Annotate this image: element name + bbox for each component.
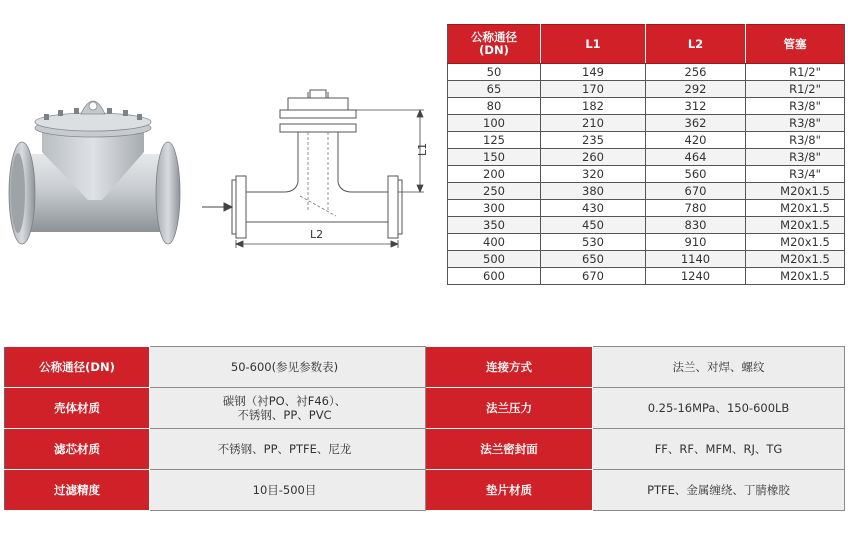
spec-value: 10目-500目	[150, 470, 426, 511]
table-cell: 830	[646, 217, 746, 234]
table-cell: 50	[448, 64, 541, 81]
table-cell: 100	[448, 115, 541, 132]
table-cell: 500	[448, 251, 541, 268]
table-cell: M20x1.5	[746, 200, 845, 217]
spec-label: 法兰压力	[426, 388, 593, 429]
table-cell: 125	[448, 132, 541, 149]
table-cell: 380	[541, 183, 646, 200]
table-cell: 530	[541, 234, 646, 251]
spec-label: 滤芯材质	[5, 429, 150, 470]
table-cell: 420	[646, 132, 746, 149]
spec-label: 壳体材质	[5, 388, 150, 429]
table-cell: 80	[448, 98, 541, 115]
table-cell: 320	[541, 166, 646, 183]
table-cell: 350	[448, 217, 541, 234]
spec-row	[5, 470, 845, 511]
table-cell: 780	[646, 200, 746, 217]
table-row	[448, 98, 845, 115]
table-cell: M20x1.5	[746, 217, 845, 234]
table-cell: R1/2"	[746, 64, 845, 81]
table-cell: R3/8"	[746, 132, 845, 149]
l2-dimension-label: L2	[310, 228, 324, 241]
table-cell: R3/8"	[746, 149, 845, 166]
table-cell: 400	[448, 234, 541, 251]
spec-label: 过滤精度	[5, 470, 150, 511]
table-cell: 650	[541, 251, 646, 268]
table-cell: 1240	[646, 268, 746, 285]
table-cell: M20x1.5	[746, 234, 845, 251]
table-cell: 182	[541, 98, 646, 115]
table-cell: 670	[541, 268, 646, 285]
table-row	[448, 251, 845, 268]
header-dn: 公称通径 (DN)	[448, 25, 541, 64]
table-cell: 250	[448, 183, 541, 200]
spec-value: 碳钢（衬PO、衬F46）、 不锈钢、PP、PVC	[150, 388, 426, 429]
table-cell: 235	[541, 132, 646, 149]
table-cell: 910	[646, 234, 746, 251]
table-cell: 670	[646, 183, 746, 200]
table-cell: M20x1.5	[746, 268, 845, 285]
spec-label: 公称通径(DN)	[5, 347, 150, 388]
dimension-table	[447, 24, 845, 285]
table-cell: R1/2"	[746, 81, 845, 98]
spec-value: FF、RF、MFM、RJ、TG	[593, 429, 845, 470]
spec-label: 连接方式	[426, 347, 593, 388]
table-row	[448, 149, 845, 166]
header-plug: 管塞	[746, 25, 845, 64]
table-cell: M20x1.5	[746, 251, 845, 268]
table-row	[448, 166, 845, 183]
spec-row	[5, 429, 845, 470]
table-cell: R3/8"	[746, 98, 845, 115]
table-cell: 312	[646, 98, 746, 115]
table-cell: R3/8"	[746, 115, 845, 132]
table-cell: 210	[541, 115, 646, 132]
table-cell: 256	[646, 64, 746, 81]
table-row	[448, 183, 845, 200]
table-cell: 149	[541, 64, 646, 81]
table-cell: R3/4"	[746, 166, 845, 183]
spec-row	[5, 388, 845, 429]
table-cell: 600	[448, 268, 541, 285]
spec-value: 0.25-16MPa、150-600LB	[593, 388, 845, 429]
table-cell: 1140	[646, 251, 746, 268]
table-cell: 300	[448, 200, 541, 217]
table-cell: M20x1.5	[746, 183, 845, 200]
table-row	[448, 217, 845, 234]
spec-row	[5, 347, 845, 388]
table-cell: 260	[541, 149, 646, 166]
table-cell: 65	[448, 81, 541, 98]
spec-value: 50-600(参见参数表)	[150, 347, 426, 388]
spec-value: PTFE、金属缠绕、丁腈橡胶	[593, 470, 845, 511]
table-row	[448, 115, 845, 132]
table-cell: 200	[448, 166, 541, 183]
spec-value: 法兰、对焊、螺纹	[593, 347, 845, 388]
spec-value: 不锈钢、PP、PTFE、尼龙	[150, 429, 426, 470]
l1-dimension-label: L1	[416, 142, 429, 156]
table-cell: 450	[541, 217, 646, 234]
table-row	[448, 132, 845, 149]
table-cell: 170	[541, 81, 646, 98]
table-cell: 430	[541, 200, 646, 217]
dimension-table-header	[448, 25, 845, 64]
table-row	[448, 81, 845, 98]
table-row	[448, 200, 845, 217]
t-strainer-product-image	[4, 92, 194, 262]
header-l2: L2	[646, 25, 746, 64]
spec-label: 垫片材质	[426, 470, 593, 511]
header-l1: L1	[541, 25, 646, 64]
table-cell: 150	[448, 149, 541, 166]
dimension-drawing	[198, 84, 438, 270]
table-cell: 560	[646, 166, 746, 183]
table-row	[448, 268, 845, 285]
table-row	[448, 64, 845, 81]
spec-label: 法兰密封面	[426, 429, 593, 470]
table-row	[448, 234, 845, 251]
table-cell: 464	[646, 149, 746, 166]
specifications-table	[4, 346, 845, 511]
table-cell: 362	[646, 115, 746, 132]
table-cell: 292	[646, 81, 746, 98]
